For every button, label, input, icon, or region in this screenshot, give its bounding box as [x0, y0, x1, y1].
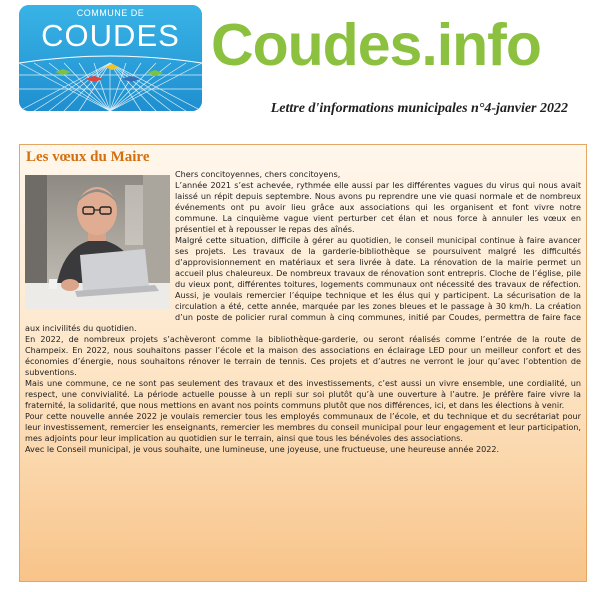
article-paragraph: Malgré cette situation, difficile à gérer au quotidien, le conseil municipal continue à faire avancer ses projets. Les travaux de la garderie-bibliothèque se poursuivent malgré les difficultés d’approvisionnement en matériaux et sera livrée à date. La rénovation de la mairie permet un accueil plus chaleureux. De nombreux travaux de rénovation sont entrepris. Cloche de l’église, pile du vieux pont, différentes toitures, logements communaux ont nécessité des travaux de réfection. Aussi, je voulais remercier l’équipe technique et les élus qui y participent. La sécurisation de la circulation a été, cette année, marquée par les zones bleues et le passage à 30 km/h. La création d’un poste de policier rural commun à cinq communes, initié par Coudes, permettra de faire face aux incivilités du quotidien. — [25, 235, 581, 333]
photo-text-wrap-spacer — [25, 169, 175, 319]
article-paragraph: En 2022, de nombreux projets s’achèveront comme la bibliothèque-garderie, ou seront réalisés comme l’entrée de la route de Champeix. En 2022, nous souhaitons passer l’école et la maison des associations en éclairage LED pour un meilleur confort et des économies d’énergie, nous souhaitons rénover le terrain de tennis. Ces projets et d’autres ne verront le jour qu’avec l’obtention de subventions. — [25, 334, 581, 377]
article-paragraph: Pour cette nouvelle année 2022 je voulais remercier tous les employés communaux de l’école, et du technique et du secrétariat pour leur investissement, remercier les enseignants, remercier les membres du conseil municipal pour leur engagement et leur participation, mes adjoints pour leur implication au quotidien sur le terrain, ainsi que tous les bénévoles des associations. — [25, 411, 581, 443]
article-body — [25, 169, 581, 455]
article-paragraph: L’année 2021 s’est achevée, rythmée elle aussi par les différentes vagues du virus qui nous avait laissé un répit depuis septembre. Nous avons pu reprendre une vie quasi normale et de nombreux événements ont pu avoir lieu grâce aux associations qui les organisent et font vivre notre commune. La cinquième vague vient perturber cet élan et nous force à annuler les vœux en présentiel et à repousser le repas des aînés. — [175, 180, 581, 234]
article-greeting: Chers concitoyennes, chers concitoyens, — [175, 169, 341, 179]
article-paragraph: Mais une commune, ce ne sont pas seulement des travaux et des investissements, c’est aussi un vivre ensemble, une cordialité, un respect, une convivialité. La période actuelle pousse à un repli sur soi plutôt qu’à une ouverture à l’autre. Je préfère faire vivre la fraternité, la solidarité, que nous mettions en avant nos points communs plutôt que nos différences, ici, et dans les élections à venir. — [25, 378, 581, 410]
logo-name: COUDES — [41, 18, 180, 53]
article-title: Les vœux du Maire — [26, 149, 150, 165]
article-closing: Avec le Conseil municipal, je vous souhaite, une lumineuse, une joyeuse, une fructueuse, une heureuse année 2022. — [25, 444, 500, 454]
mayor-wishes-article — [19, 144, 587, 582]
logo-commune-label: COMMUNE DE — [76, 8, 145, 18]
site-title: Coudes.info — [211, 12, 541, 78]
commune-logo — [19, 5, 202, 111]
newsletter-subtitle: Lettre d'informations municipales n°4-janvier 2022 — [270, 101, 568, 116]
